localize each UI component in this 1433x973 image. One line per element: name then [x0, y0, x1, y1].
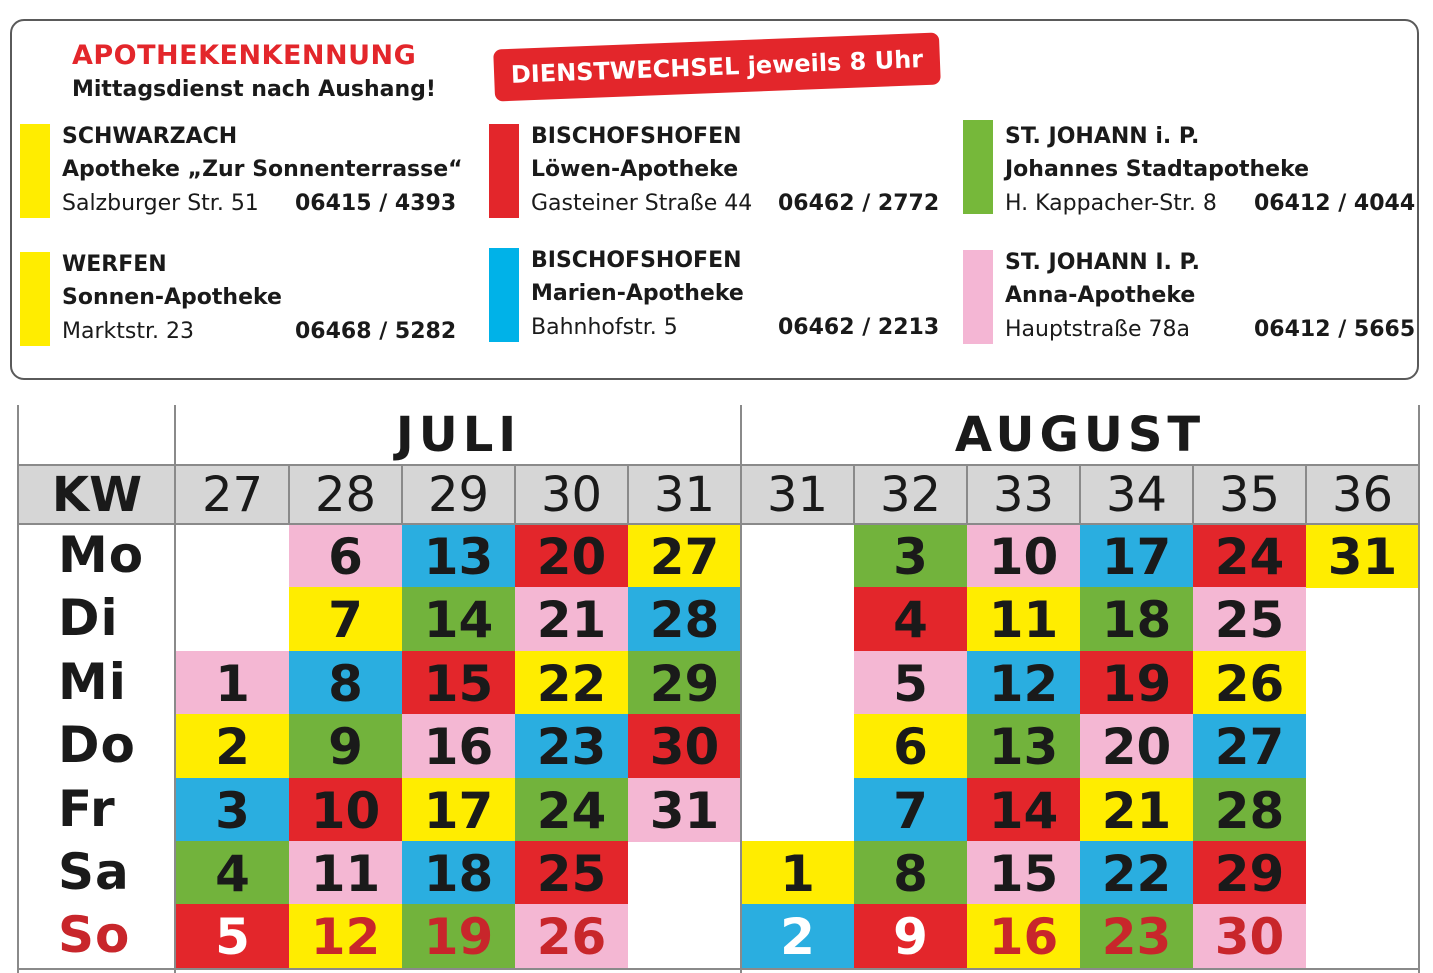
- calendar-day-cell: 11: [289, 841, 402, 905]
- weekday-label: So: [58, 906, 131, 965]
- legend-subtitle: Mittagsdienst nach Aushang!: [72, 77, 436, 102]
- calendar-day-cell: 27: [1193, 714, 1306, 778]
- pharmacy-phone: 06462 / 2213: [778, 315, 940, 340]
- grid-line: [1305, 465, 1307, 523]
- calendar-day-cell: 8: [289, 651, 402, 715]
- legend-title: APOTHEKENKENNUNG: [72, 40, 417, 71]
- calendar-day-cell: 24: [1193, 524, 1306, 588]
- grid-line: [17, 523, 1420, 525]
- grid-line: [288, 465, 290, 523]
- calendar-day-cell: 16: [967, 904, 1080, 968]
- calendar-day-cell: 13: [402, 524, 515, 588]
- calendar-day-cell: 4: [176, 841, 289, 905]
- weekday-label: Mi: [58, 652, 127, 711]
- month-title: AUGUST: [954, 407, 1206, 463]
- week-number: 27: [201, 467, 264, 523]
- calendar-day-cell: 7: [289, 587, 402, 651]
- calendar-day-cell: 17: [1080, 524, 1193, 588]
- pharmacy-name: Sonnen-Apotheke: [62, 285, 282, 310]
- calendar-day-cell: 2: [741, 904, 854, 968]
- week-number: 28: [314, 467, 377, 523]
- calendar-day-cell: 24: [515, 778, 628, 842]
- pharmacy-name: Anna-Apotheke: [1005, 283, 1196, 308]
- grid-line: [1192, 465, 1194, 523]
- calendar-day-cell: 23: [1080, 904, 1193, 968]
- calendar-day-cell: 7: [854, 778, 967, 842]
- calendar-day-cell: 28: [628, 587, 741, 651]
- calendar-day-cell: 9: [289, 714, 402, 778]
- pharmacy-town: BISCHOFSHOFEN: [531, 248, 742, 273]
- pharmacy-address: Gasteiner Straße 44: [531, 191, 753, 216]
- calendar-day-cell: 15: [402, 651, 515, 715]
- calendar-day-cell: 29: [628, 651, 741, 715]
- calendar-day-cell: 18: [1080, 587, 1193, 651]
- grid-line: [1418, 405, 1420, 973]
- pharmacy-name: Löwen-Apotheke: [531, 157, 739, 182]
- pharmacy-phone: 06412 / 5665: [1254, 317, 1416, 342]
- week-number: 31: [766, 467, 829, 523]
- calendar-day-cell: 18: [402, 841, 515, 905]
- calendar-day-cell: 30: [628, 714, 741, 778]
- calendar-day-cell: 6: [289, 524, 402, 588]
- calendar-day-cell: 5: [854, 651, 967, 715]
- calendar-day-cell: 19: [402, 904, 515, 968]
- pharmacy-address: Salzburger Str. 51: [62, 191, 259, 216]
- pharmacy-address: Bahnhofstr. 5: [531, 315, 678, 340]
- pharmacy-town: ST. JOHANN I. P.: [1005, 250, 1200, 275]
- grid-line: [17, 464, 1420, 466]
- week-number: 35: [1218, 467, 1281, 523]
- calendar-day-cell: 8: [854, 841, 967, 905]
- calendar-day-cell: 3: [854, 524, 967, 588]
- grid-line: [17, 405, 19, 973]
- pharmacy-address: H. Kappacher-Str. 8: [1005, 191, 1217, 216]
- kw-label: KW: [51, 467, 143, 523]
- calendar-day-cell: 10: [289, 778, 402, 842]
- calendar-day-cell: 13: [967, 714, 1080, 778]
- calendar-day-cell: 14: [967, 778, 1080, 842]
- calendar-day-cell: 5: [176, 904, 289, 968]
- calendar-day-cell: 20: [1080, 714, 1193, 778]
- pharmacy-address: Hauptstraße 78a: [1005, 317, 1191, 342]
- grid-line: [627, 465, 629, 523]
- weekday-label: Di: [58, 589, 119, 648]
- weekday-label: Do: [58, 716, 136, 775]
- calendar-day-cell: 21: [515, 587, 628, 651]
- calendar-day-cell: 25: [1193, 587, 1306, 651]
- weekday-label: Mo: [58, 526, 145, 584]
- pharmacy-name: Apotheke „Zur Sonnenterrasse“: [62, 157, 463, 182]
- grid-line: [174, 405, 176, 973]
- calendar-day-cell: 28: [1193, 778, 1306, 842]
- calendar-day-cell: 19: [1080, 651, 1193, 715]
- grid-line: [740, 405, 742, 973]
- calendar-day-cell: 14: [402, 587, 515, 651]
- grid-line: [514, 465, 516, 523]
- pharmacy-address: Marktstr. 23: [62, 319, 194, 344]
- shift-change-banner: DIENSTWECHSEL jeweils 8 Uhr: [493, 32, 941, 101]
- calendar-day-cell: 15: [967, 841, 1080, 905]
- calendar-day-cell: 12: [967, 651, 1080, 715]
- pharmacy-phone: 06468 / 5282: [295, 319, 457, 344]
- calendar-day-cell: 11: [967, 587, 1080, 651]
- calendar-day-cell: 4: [854, 587, 967, 651]
- weekday-label: Fr: [58, 779, 116, 838]
- grid-line: [1079, 465, 1081, 523]
- week-number: 34: [1105, 467, 1168, 523]
- week-number: 30: [540, 467, 603, 523]
- weekday-label: Sa: [58, 843, 130, 901]
- grid-line: [401, 465, 403, 523]
- pharmacy-town: ST. JOHANN i. P.: [1005, 124, 1200, 149]
- week-number: 29: [427, 467, 490, 523]
- pharmacy-phone: 06462 / 2772: [778, 191, 940, 216]
- calendar-day-cell: 31: [1306, 524, 1419, 588]
- week-number: 33: [992, 467, 1055, 523]
- calendar-day-cell: 16: [402, 714, 515, 778]
- calendar-day-cell: 2: [176, 714, 289, 778]
- pharmacy-town: WERFEN: [62, 252, 167, 277]
- calendar-day-cell: 26: [1193, 651, 1306, 715]
- grid-line: [853, 465, 855, 523]
- week-number: 32: [879, 467, 942, 523]
- calendar-day-cell: 22: [1080, 841, 1193, 905]
- calendar-day-cell: 27: [628, 524, 741, 588]
- calendar-day-cell: 30: [1193, 904, 1306, 968]
- pharmacy-town: SCHWARZACH: [62, 124, 238, 149]
- month-title: JULI: [395, 407, 522, 463]
- calendar-day-cell: 12: [289, 904, 402, 968]
- calendar-day-cell: 29: [1193, 841, 1306, 905]
- calendar-day-cell: 21: [1080, 778, 1193, 842]
- calendar-day-cell: 3: [176, 778, 289, 842]
- calendar-day-cell: 6: [854, 714, 967, 778]
- calendar-day-cell: 26: [515, 904, 628, 968]
- calendar-day-cell: 23: [515, 714, 628, 778]
- week-number: 31: [653, 467, 716, 523]
- calendar-day-cell: 1: [741, 841, 854, 905]
- pharmacy-phone: 06412 / 4044: [1254, 191, 1416, 216]
- calendar-day-cell: 1: [176, 651, 289, 715]
- week-number: 36: [1331, 467, 1394, 523]
- calendar-day-cell: 22: [515, 651, 628, 715]
- calendar-day-cell: 9: [854, 904, 967, 968]
- pharmacy-name: Johannes Stadtapotheke: [1005, 157, 1310, 182]
- calendar-day-cell: 20: [515, 524, 628, 588]
- calendar-day-cell: 25: [515, 841, 628, 905]
- grid-line: [966, 465, 968, 523]
- pharmacy-name: Marien-Apotheke: [531, 281, 744, 306]
- calendar-day-cell: 17: [402, 778, 515, 842]
- calendar-day-cell: 31: [628, 778, 741, 842]
- pharmacy-phone: 06415 / 4393: [295, 191, 457, 216]
- pharmacy-town: BISCHOFSHOFEN: [531, 124, 742, 149]
- calendar-day-cell: 10: [967, 524, 1080, 588]
- grid-line: [17, 968, 1420, 970]
